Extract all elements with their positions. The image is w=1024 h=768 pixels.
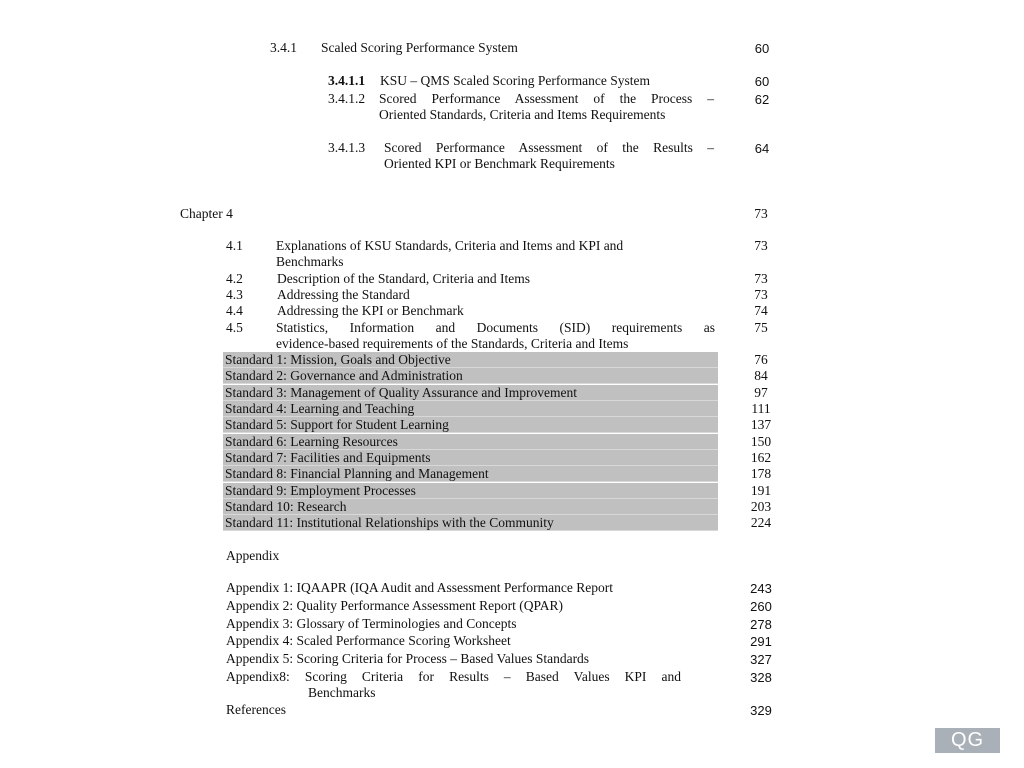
page-number: 73: [754, 271, 768, 286]
references-title: References: [226, 702, 286, 717]
page-number: 278: [750, 617, 772, 632]
subsection-title-line2: Oriented Standards, Criteria and Items Requirements: [379, 107, 666, 122]
appendix-title: Appendix 2: Quality Performance Assessment Report (QPAR): [226, 598, 563, 613]
standard-title: Standard 11: Institutional Relationships with the Community: [225, 515, 554, 530]
appendix-title: Appendix 5: Scoring Criteria for Process – Based Values Standards: [226, 651, 590, 666]
subsection-title-line1: Scored Performance Assessment of the Process –: [379, 91, 714, 106]
page-number: 137: [750, 417, 772, 432]
item-number: 4.1: [226, 238, 243, 253]
standard-row: [223, 499, 718, 515]
standard-title: Standard 2: Governance and Administration: [225, 368, 463, 383]
subsection-title-line1: Scored Performance Assessment of the Results –: [384, 140, 714, 155]
standard-row: [223, 483, 718, 499]
page-number: 84: [754, 368, 768, 383]
page-number: 76: [754, 352, 768, 367]
standard-row: [223, 385, 718, 401]
item-title-line1: Statistics, Information and Documents (SID) requirements as: [276, 320, 715, 335]
standard-title: Standard 8: Financial Planning and Management: [225, 466, 489, 481]
item-title-line1: Explanations of KSU Standards, Criteria and Items and KPI and: [276, 238, 624, 253]
appendix-heading: Appendix: [226, 548, 280, 563]
page-number: 60: [754, 74, 770, 89]
subsection-title-line2: Oriented KPI or Benchmark Requirements: [384, 156, 615, 171]
item-title: Addressing the KPI or Benchmark: [277, 303, 464, 318]
standard-title: Standard 5: Support for Student Learning: [225, 417, 449, 432]
item-number: 4.4: [226, 303, 243, 318]
appendix-title: Appendix 3: Glossary of Terminologies and Concepts: [226, 616, 517, 631]
page-number: 73: [754, 238, 768, 253]
item-title: Addressing the Standard: [277, 287, 410, 302]
page-number: 111: [751, 401, 771, 416]
subsection-title: KSU – QMS Scaled Scoring Performance System: [380, 73, 650, 88]
qg-badge[interactable]: QG: [935, 728, 1000, 753]
standard-title: Standard 9: Employment Processes: [225, 483, 416, 498]
standard-row: [223, 450, 718, 466]
subsection-number: 3.4.1.2: [328, 91, 366, 106]
section-number: 3.4.1: [270, 40, 297, 55]
item-number: 4.2: [226, 271, 243, 286]
page-number: 260: [750, 599, 772, 614]
page-number: 75: [754, 320, 768, 335]
page-number: 327: [750, 652, 772, 667]
standard-title: Standard 10: Research: [225, 499, 347, 514]
section-title: Scaled Scoring Performance System: [321, 40, 518, 55]
page-number: 243: [750, 581, 772, 596]
page-number: 191: [750, 483, 772, 498]
standard-title: Standard 1: Mission, Goals and Objective: [225, 352, 451, 367]
appendix-title: Appendix 1: IQAAPR (IQA Audit and Assessment Performance Report: [226, 580, 613, 595]
standard-title: Standard 4: Learning and Teaching: [225, 401, 415, 416]
page-number: 73: [754, 206, 768, 221]
appendix-title: Appendix 4: Scaled Performance Scoring Worksheet: [226, 633, 511, 648]
page-number: 74: [754, 303, 768, 318]
standard-row: [223, 434, 718, 450]
item-number: 4.5: [226, 320, 243, 335]
page-number: 328: [750, 670, 772, 685]
page-number: 162: [750, 450, 772, 465]
page-number: 64: [754, 141, 770, 156]
page-number: 178: [750, 466, 772, 481]
standard-row: [223, 466, 718, 482]
page-number: 97: [754, 385, 768, 400]
standard-title: Standard 7: Facilities and Equipments: [225, 450, 431, 465]
chapter-title: Chapter 4: [180, 206, 233, 221]
page-number: 60: [754, 41, 770, 56]
page-number: 62: [754, 92, 770, 107]
item-number: 4.3: [226, 287, 243, 302]
page-number: 291: [750, 634, 772, 649]
standard-row: [223, 417, 718, 433]
standard-row: [223, 368, 718, 384]
item-title: Description of the Standard, Criteria and Items: [277, 271, 531, 286]
subsection-number: 3.4.1.3: [328, 140, 366, 155]
item-title-line2: Benchmarks: [276, 254, 344, 269]
page-number: 224: [750, 515, 772, 530]
page-number: 203: [750, 499, 772, 514]
standard-title: Standard 6: Learning Resources: [225, 434, 398, 449]
page-number: 150: [750, 434, 772, 449]
subsection-number: 3.4.1.1: [328, 73, 366, 88]
page-number: 329: [750, 703, 772, 718]
standard-title: Standard 3: Management of Quality Assurance and Improvement: [225, 385, 578, 400]
item-title-line2: evidence-based requirements of the Standards, Criteria and Items: [276, 336, 629, 351]
standard-row: [223, 352, 718, 368]
appendix-title-line1: Appendix8: Scoring Criteria for Results – Based Values KPI and: [226, 669, 681, 684]
standard-row: [223, 401, 718, 417]
page-number: 73: [754, 287, 768, 302]
appendix-title-line2: Benchmarks: [308, 685, 376, 700]
standard-row: [223, 515, 718, 531]
